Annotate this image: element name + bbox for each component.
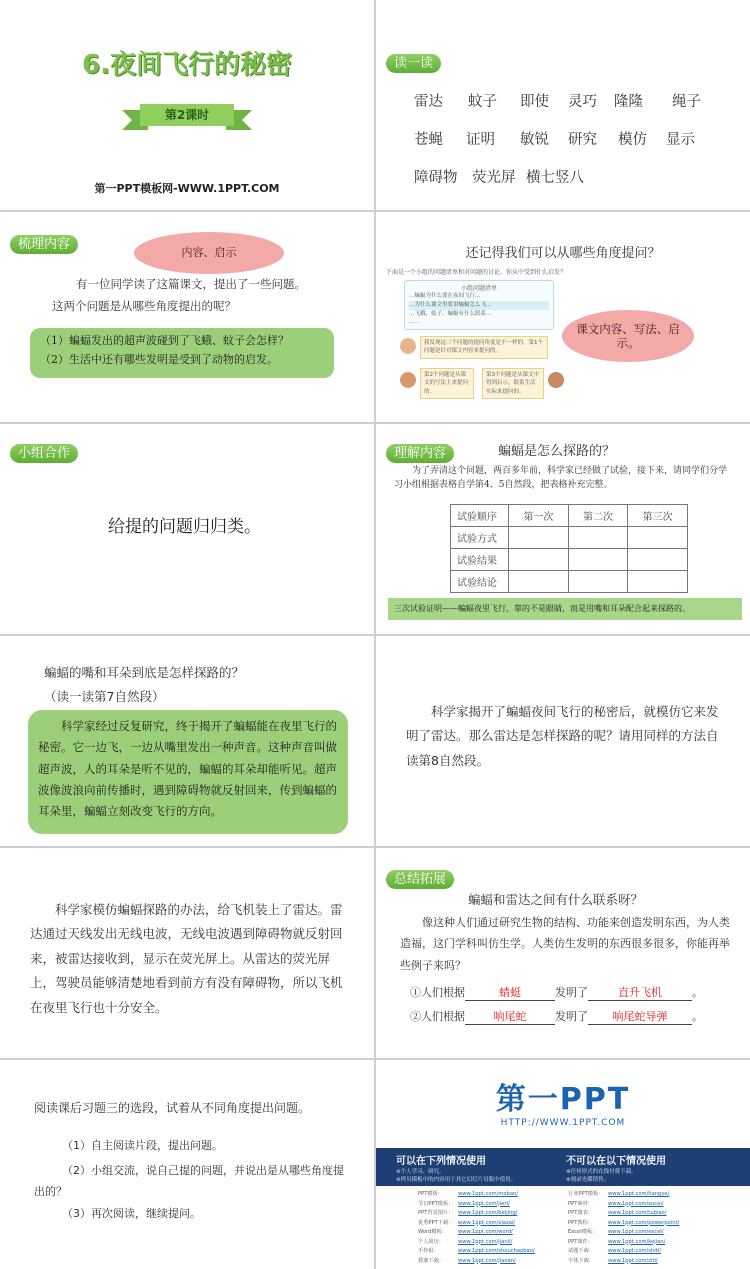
vocab-word: 模仿 [618, 132, 647, 148]
reading-hint: （读一读第7自然段） [44, 689, 165, 704]
slide-heading: 蝙蝠是怎么探路的？ [498, 444, 616, 459]
task-intro: 为了弄清这个问题，两百多年前，科学家已经做了试验，接下来，请同学们分学习小组根据表格自学第4、5自然段，把表格补充完整。 [394, 466, 728, 491]
vocab-word: 隆隆 [614, 94, 643, 110]
link-label: Word模板： [418, 1229, 447, 1235]
table-cell[interactable] [568, 571, 628, 593]
link-label: Excel模板： [568, 1229, 598, 1235]
section-tag: 理解内容 [386, 444, 454, 463]
link-label: 优秀PPT下载： [418, 1219, 454, 1226]
link-row [568, 1238, 738, 1248]
row-label: 试验方式 [451, 527, 509, 549]
link-label: PPT课件： [568, 1238, 593, 1245]
slide-vocabulary[interactable] [376, 0, 750, 210]
hint-cloud: 内容、启示 [134, 232, 284, 274]
link-row [418, 1247, 568, 1257]
list-item: …蝙蝠为什么要在夜间飞行… [409, 293, 481, 299]
usage-forbidden [566, 1152, 736, 1183]
link-label: 节日PPT模板： [418, 1200, 454, 1207]
fill-prefix: ②人们根据 [410, 1010, 465, 1023]
slide-radar-question[interactable] [376, 636, 750, 846]
textbook-excerpt [386, 268, 586, 400]
vocab-word: 显示 [666, 132, 695, 148]
section-tag: 梳理内容 [10, 235, 78, 254]
link-row [568, 1257, 738, 1267]
link-row [418, 1209, 568, 1219]
table-header-cell: 试验顺序 [451, 505, 509, 527]
fill-in-row-2 [410, 1008, 703, 1025]
vocab-word: 灵巧 [568, 94, 597, 110]
vocab-word: 敏锐 [520, 132, 549, 148]
vocab-word: 绳子 [672, 94, 701, 110]
link-url[interactable]: www.1ppt.com/ziti/ [608, 1257, 658, 1264]
link-row [418, 1219, 568, 1229]
intro-line: 有一位同学读了这篇课文，提出了一些问题。 [76, 277, 306, 291]
passage-box: 科学家经过反复研究，终于揭开了蝙蝠能在夜里飞行的秘密。它一边飞，一边从嘴里发出一种声音。这种声音叫做超声波，人的耳朵是听不见的，蝙蝠的耳朵却能听见。超声波像波浪向前传播时，遇到障碍物就反射回来，传到蝙蝠的耳朵里，蝙蝠立刻改变飞行的方向。 [28, 710, 348, 834]
link-label: 手抄报： [418, 1248, 439, 1254]
section-tag: 总结拓展 [386, 870, 454, 889]
link-url[interactable]: www.1ppt.com/word/ [458, 1229, 513, 1235]
slide-heading: 还记得我们可以从哪些角度提问？ [465, 246, 661, 261]
student-avatar [400, 338, 416, 354]
link-row [418, 1257, 568, 1267]
fill-middle: 发明了 [555, 986, 588, 999]
link-url[interactable]: www.1ppt.com/beijing/ [458, 1210, 518, 1216]
table-cell[interactable] [628, 549, 688, 571]
link-url[interactable]: www.1ppt.com/shiti/ [608, 1248, 661, 1254]
fill-in-row-1 [410, 984, 703, 1001]
table-row [451, 571, 688, 593]
slide-radar-explanation[interactable] [0, 848, 374, 1058]
link-url[interactable]: www.1ppt.com/kejian/ [608, 1238, 666, 1245]
link-label: PPT背景图片： [418, 1210, 454, 1216]
slide-paragraph-7[interactable] [0, 636, 374, 846]
answer-blank[interactable]: 直升飞机 [588, 984, 692, 1001]
task-text: 给提的问题归归类。 [108, 517, 261, 537]
slide-copyright[interactable] [376, 1060, 750, 1269]
link-row [418, 1200, 568, 1210]
link-url[interactable]: www.1ppt.com/jiaoan/ [458, 1257, 516, 1264]
link-url[interactable]: www.1ppt.com/jieri/ [458, 1200, 510, 1207]
link-label: 个人简历： [418, 1238, 444, 1245]
table-cell[interactable] [568, 527, 628, 549]
link-url[interactable]: www.1ppt.com/hangye/ [608, 1191, 670, 1197]
vocab-word: 雷达 [414, 94, 443, 110]
speech-bubble: 我发现这三个问题的提问角度是不一样的。第1个问题是针对课文内容来提问的。 [420, 336, 548, 359]
slide-sort-content[interactable] [0, 212, 374, 422]
question-list-card [404, 280, 554, 330]
table-header-cell: 第二次 [568, 505, 628, 527]
grid-divider [0, 634, 750, 636]
brand-logo: 第一PPT [495, 1082, 631, 1117]
grid-divider [0, 846, 750, 848]
usage-allowed-item: ※个人学习、研究。 [396, 1169, 445, 1175]
list-item: …为什么课文里要讲蝙蝠怎么飞… [409, 301, 549, 310]
row-label: 试验结果 [451, 549, 509, 571]
vocab-row-2 [414, 128, 744, 149]
table-cell[interactable] [568, 549, 628, 571]
answer-cloud: 课文内容、写法、启示。 [562, 310, 694, 362]
lesson-badge: 第2课时 [164, 108, 210, 122]
link-row [568, 1247, 738, 1257]
link-label: PPT素材： [568, 1200, 593, 1207]
link-label: PPT图表： [568, 1210, 593, 1216]
student-avatar [400, 372, 416, 388]
link-url[interactable]: www.1ppt.com/shouchaobao/ [458, 1248, 535, 1254]
link-label: PPT模板： [418, 1191, 443, 1197]
grid-divider [0, 210, 750, 212]
link-label: 字体下载： [568, 1257, 594, 1264]
answer-blank[interactable]: 响尾蛇 [465, 1008, 555, 1025]
link-row [568, 1219, 738, 1229]
link-list-right [568, 1190, 738, 1266]
usage-forbidden-item: ※任何形式的在线付费下载。 [566, 1169, 637, 1175]
lesson-title: 6.夜间飞行的秘密 [82, 50, 292, 80]
link-row [568, 1200, 738, 1210]
site-footer: 第一PPT模板网-WWW.1PPT.COM [94, 182, 280, 195]
exercise-heading: 阅读课后习题三的选段，试着从不同角度提出问题。 [34, 1101, 311, 1115]
grid-divider [0, 422, 750, 424]
table-cell[interactable] [509, 571, 569, 593]
usage-panel [376, 1148, 750, 1269]
vocab-word: 苍蝇 [414, 132, 443, 148]
vocab-word: 横七竖八 [526, 170, 584, 186]
link-row [568, 1228, 738, 1238]
usage-forbidden-title: 不可以在以下情况使用 [566, 1156, 666, 1167]
link-list-left [418, 1190, 568, 1266]
vocab-word: 障碍物 [414, 170, 458, 186]
table-cell[interactable] [628, 571, 688, 593]
exercise-step: （1）自主阅读片段，提出问题。 [62, 1139, 223, 1152]
table-row [451, 527, 688, 549]
slide-question-angles[interactable] [376, 212, 750, 422]
brand-url[interactable]: HTTP://WWW.1PPT.COM [500, 1118, 626, 1128]
fill-end: 。 [692, 1010, 703, 1023]
link-url[interactable]: www.1ppt.com/excel/ [608, 1229, 664, 1235]
usage-allowed-item: ※拷贝模板中的内容用于其它幻灯片母版中使用。 [396, 1177, 517, 1183]
vocab-word: 研究 [568, 132, 597, 148]
table-header-cell: 第一次 [509, 505, 569, 527]
table-header-row [451, 505, 688, 527]
section-tag: 小组合作 [10, 444, 78, 463]
fill-end: 。 [692, 986, 703, 999]
list-item: …… [409, 319, 420, 326]
fill-middle: 发明了 [555, 1010, 588, 1023]
table-header-cell: 第三次 [628, 505, 688, 527]
student-avatar [548, 372, 564, 388]
link-url[interactable]: www.1ppt.com/moban/ [458, 1191, 519, 1197]
excerpt-intro: 下面是一个小组的问题清单和对问题的讨论，你从中受到什么启发？ [386, 269, 567, 276]
table-cell[interactable] [509, 549, 569, 571]
grid-divider [0, 1058, 750, 1060]
exercise-step: （3）再次阅读，继续提问。 [62, 1207, 201, 1220]
link-row [568, 1209, 738, 1219]
list-item: …飞蛾、蚊子、蝙蝠有什么联系… [409, 310, 492, 317]
link-row [418, 1190, 568, 1200]
link-url[interactable]: www.1ppt.com/tubiao/ [608, 1210, 667, 1216]
vocab-row-3 [414, 166, 744, 187]
question-1: （1）蝙蝠发出的超声波碰到了飞蛾、蚊子会怎样？ [40, 334, 289, 347]
intro-question: 这两个问题是从哪些角度提出的呢？ [52, 299, 236, 313]
slide-heading: 蝙蝠和雷达之间有什么联系呀？ [468, 892, 644, 907]
link-label: 教案下载： [418, 1257, 444, 1264]
speech-bubble: 第3个问题是从课文中得到启示，联系生活实际来提问的。 [482, 368, 544, 399]
row-label: 试验结论 [451, 571, 509, 593]
conclusion-bar: 三次试验证明——蝙蝠夜里飞行，靠的不是眼睛，而是用嘴和耳朵配合起来探路的。 [388, 598, 742, 620]
vocab-word: 荧光屏 [472, 170, 516, 186]
table-row [451, 549, 688, 571]
slide-exercise[interactable] [0, 1060, 374, 1269]
section-tag: 读一读 [386, 54, 441, 73]
link-label: 行业PPT模板： [568, 1191, 604, 1197]
slide-group-work[interactable] [0, 424, 374, 634]
link-label: 试题下载： [568, 1248, 594, 1254]
exercise-step: （2）小组交流，说自己提的问题，并说出是从哪些角度提出的？ [34, 1164, 344, 1199]
experiment-table [450, 504, 688, 593]
slide-understand-content[interactable] [376, 424, 750, 634]
link-url[interactable]: www.1ppt.com/powerpoint/ [608, 1219, 680, 1226]
guiding-question: 蝙蝠的嘴和耳朵到底是怎样探路的？ [44, 665, 245, 680]
table-cell[interactable] [628, 527, 688, 549]
usage-allowed-title: 可以在下列情况使用 [396, 1156, 486, 1167]
bionics-paragraph: 像这种人们通过研究生物的结构、功能来创造发明东西，为人类造福，这门学科叫仿生学。人类仿生发明的东西很多很多，你能再举些例子来吗？ [400, 916, 730, 972]
answer-blank[interactable]: 蜻蜓 [465, 984, 555, 1001]
link-row [418, 1228, 568, 1238]
vocab-word: 证明 [466, 132, 495, 148]
vocab-word: 蚊子 [468, 94, 497, 110]
link-row [418, 1238, 568, 1248]
slide-title[interactable] [0, 0, 374, 210]
list-title: 小组问题清单 [460, 285, 497, 292]
radar-passage: 科学家模仿蝙蝠探路的办法，给飞机装上了雷达。雷达通过天线发出无线电波，无线电波遇到障碍物就反射回来，被雷达接收到，显示在荧光屏上。从雷达的荧光屏上，驾驶员能够清楚地看到前方有没有障碍物，所以飞机在夜里飞行也十分安全。 [30, 902, 343, 1015]
link-url[interactable]: www.1ppt.com/jianli/ [458, 1238, 513, 1245]
usage-forbidden-item: ※刻录光碟销售。 [566, 1177, 610, 1183]
link-label: PPT教程： [568, 1219, 593, 1226]
vocab-row-1 [414, 90, 744, 111]
link-url[interactable]: www.1ppt.com/xiazai/ [458, 1219, 516, 1226]
link-row [568, 1190, 738, 1200]
slide-summary-extension[interactable] [376, 848, 750, 1058]
question-box [30, 328, 334, 378]
fill-prefix: ①人们根据 [410, 986, 465, 999]
speech-bubble: 第2个问题是从课文的写法上来提问的。 [420, 368, 474, 399]
link-url[interactable]: www.1ppt.com/sucai/ [608, 1200, 664, 1207]
table-cell[interactable] [509, 527, 569, 549]
answer-blank[interactable]: 响尾蛇导弹 [588, 1008, 692, 1025]
question-2: （2）生活中还有哪些发明是受到了动物的启发。 [40, 352, 278, 366]
vocab-word: 即使 [520, 94, 549, 110]
usage-allowed [396, 1152, 566, 1183]
radar-intro: 科学家揭开了蝙蝠夜间飞行的秘密后，就模仿它来发明了雷达。那么雷达是怎样探路的呢？请用同样的方法自读第8自然段。 [406, 704, 719, 768]
